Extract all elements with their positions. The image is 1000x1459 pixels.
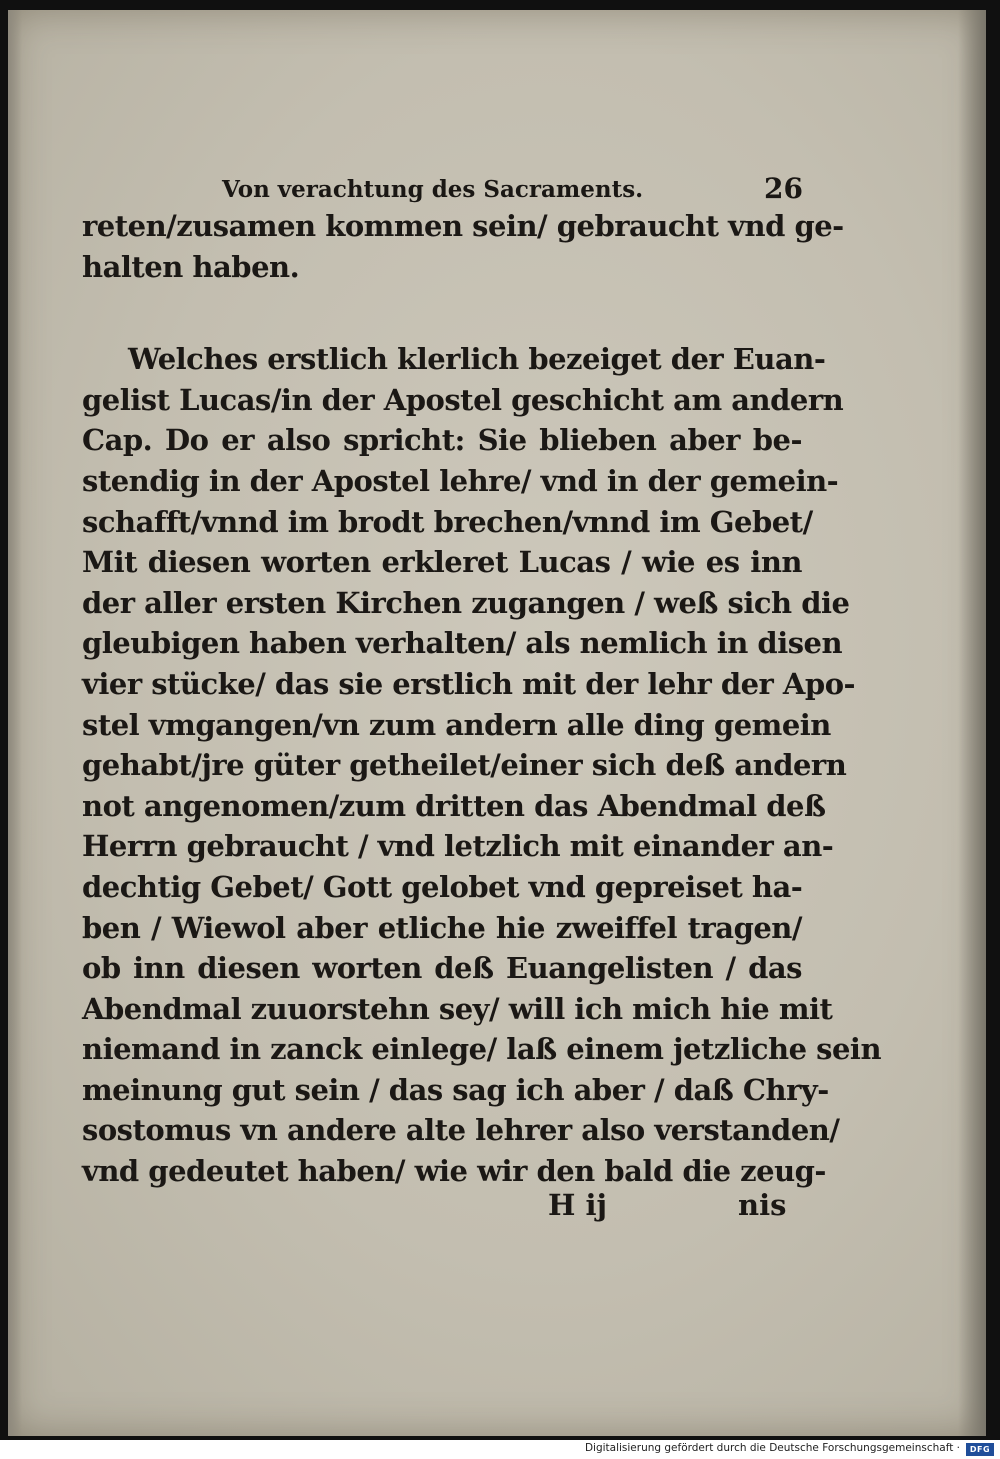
text-line: halten haben. [82, 249, 300, 284]
text-line: vnd gedeutet haben/ wie wir den bald die zeug- [82, 1154, 826, 1189]
text-line: schafft/vnnd im brodt brechen/vnnd im Gebet/ [82, 504, 813, 539]
body-text [82, 206, 882, 1192]
text-line: stel vmgangen/vn zum andern alle ding gemein [82, 707, 831, 742]
credit-text: Digitalisierung gefördert durch die Deutsche Forschungsgemeinschaft · [584, 1442, 960, 1454]
text-line: gehabt/jre güter getheilet/einer sich deß andern [82, 748, 847, 783]
text-line: Mit diesen worten erkleret Lucas / wie es inn [82, 545, 802, 580]
text-line: gleubigen haben verhalten/ als nemlich in disen [82, 626, 843, 661]
text-line: dechtig Gebet/ Gott gelobet vnd gepreiset ha- [82, 869, 803, 904]
page-footer [0, 1180, 1000, 1220]
text-line: vier stücke/ das sie erstlich mit der lehr der Apo- [82, 666, 856, 701]
running-title: Von verachtung des Sacraments. [222, 176, 644, 203]
credit-bar [0, 1440, 1000, 1459]
page-number: 26 [764, 172, 803, 205]
text-line: reten/zusamen kommen sein/ gebraucht vnd ge- [82, 209, 844, 243]
running-head [0, 172, 1000, 208]
text-line: niemand in zanck einlege/ laß einem jetzliche sein [82, 1032, 882, 1067]
catchword: nis [738, 1188, 787, 1222]
text-line: Herrn gebraucht / vnd letzlich mit einander an- [82, 829, 834, 864]
text-line: stendig in der Apostel lehre/ vnd in der gemein- [82, 463, 839, 498]
text-line: meinung gut sein / das sag ich aber / daß Chry- [82, 1072, 829, 1107]
text-line: ob inn diesen worten deß Euangelisten / das [82, 951, 802, 986]
signature-mark: H ij [548, 1188, 608, 1222]
dfg-logo-icon: DFG [966, 1443, 994, 1456]
text-line: Abendmal zuuorstehn sey/ will ich mich hie mit [82, 991, 833, 1026]
text-line: Welches erstlich klerlich bezeiget der Euan- [128, 342, 826, 377]
text-line: sostomus vn andere alte lehrer also verstanden/ [82, 1113, 840, 1148]
paragraph-gap [82, 287, 802, 339]
text-line: ben / Wiewol aber etliche hie zweiffel tragen/ [82, 910, 802, 945]
page-gutter-shadow [8, 10, 22, 1436]
text-line: gelist Lucas/in der Apostel geschicht am andern [82, 382, 844, 417]
page-edge-shadow [958, 10, 986, 1436]
text-line: der aller ersten Kirchen zugangen / weß sich die [82, 585, 850, 620]
text-line: Cap. Do er also spricht: Sie blieben aber be- [82, 423, 802, 458]
text-line: not angenomen/zum dritten das Abendmal deß [82, 788, 826, 823]
